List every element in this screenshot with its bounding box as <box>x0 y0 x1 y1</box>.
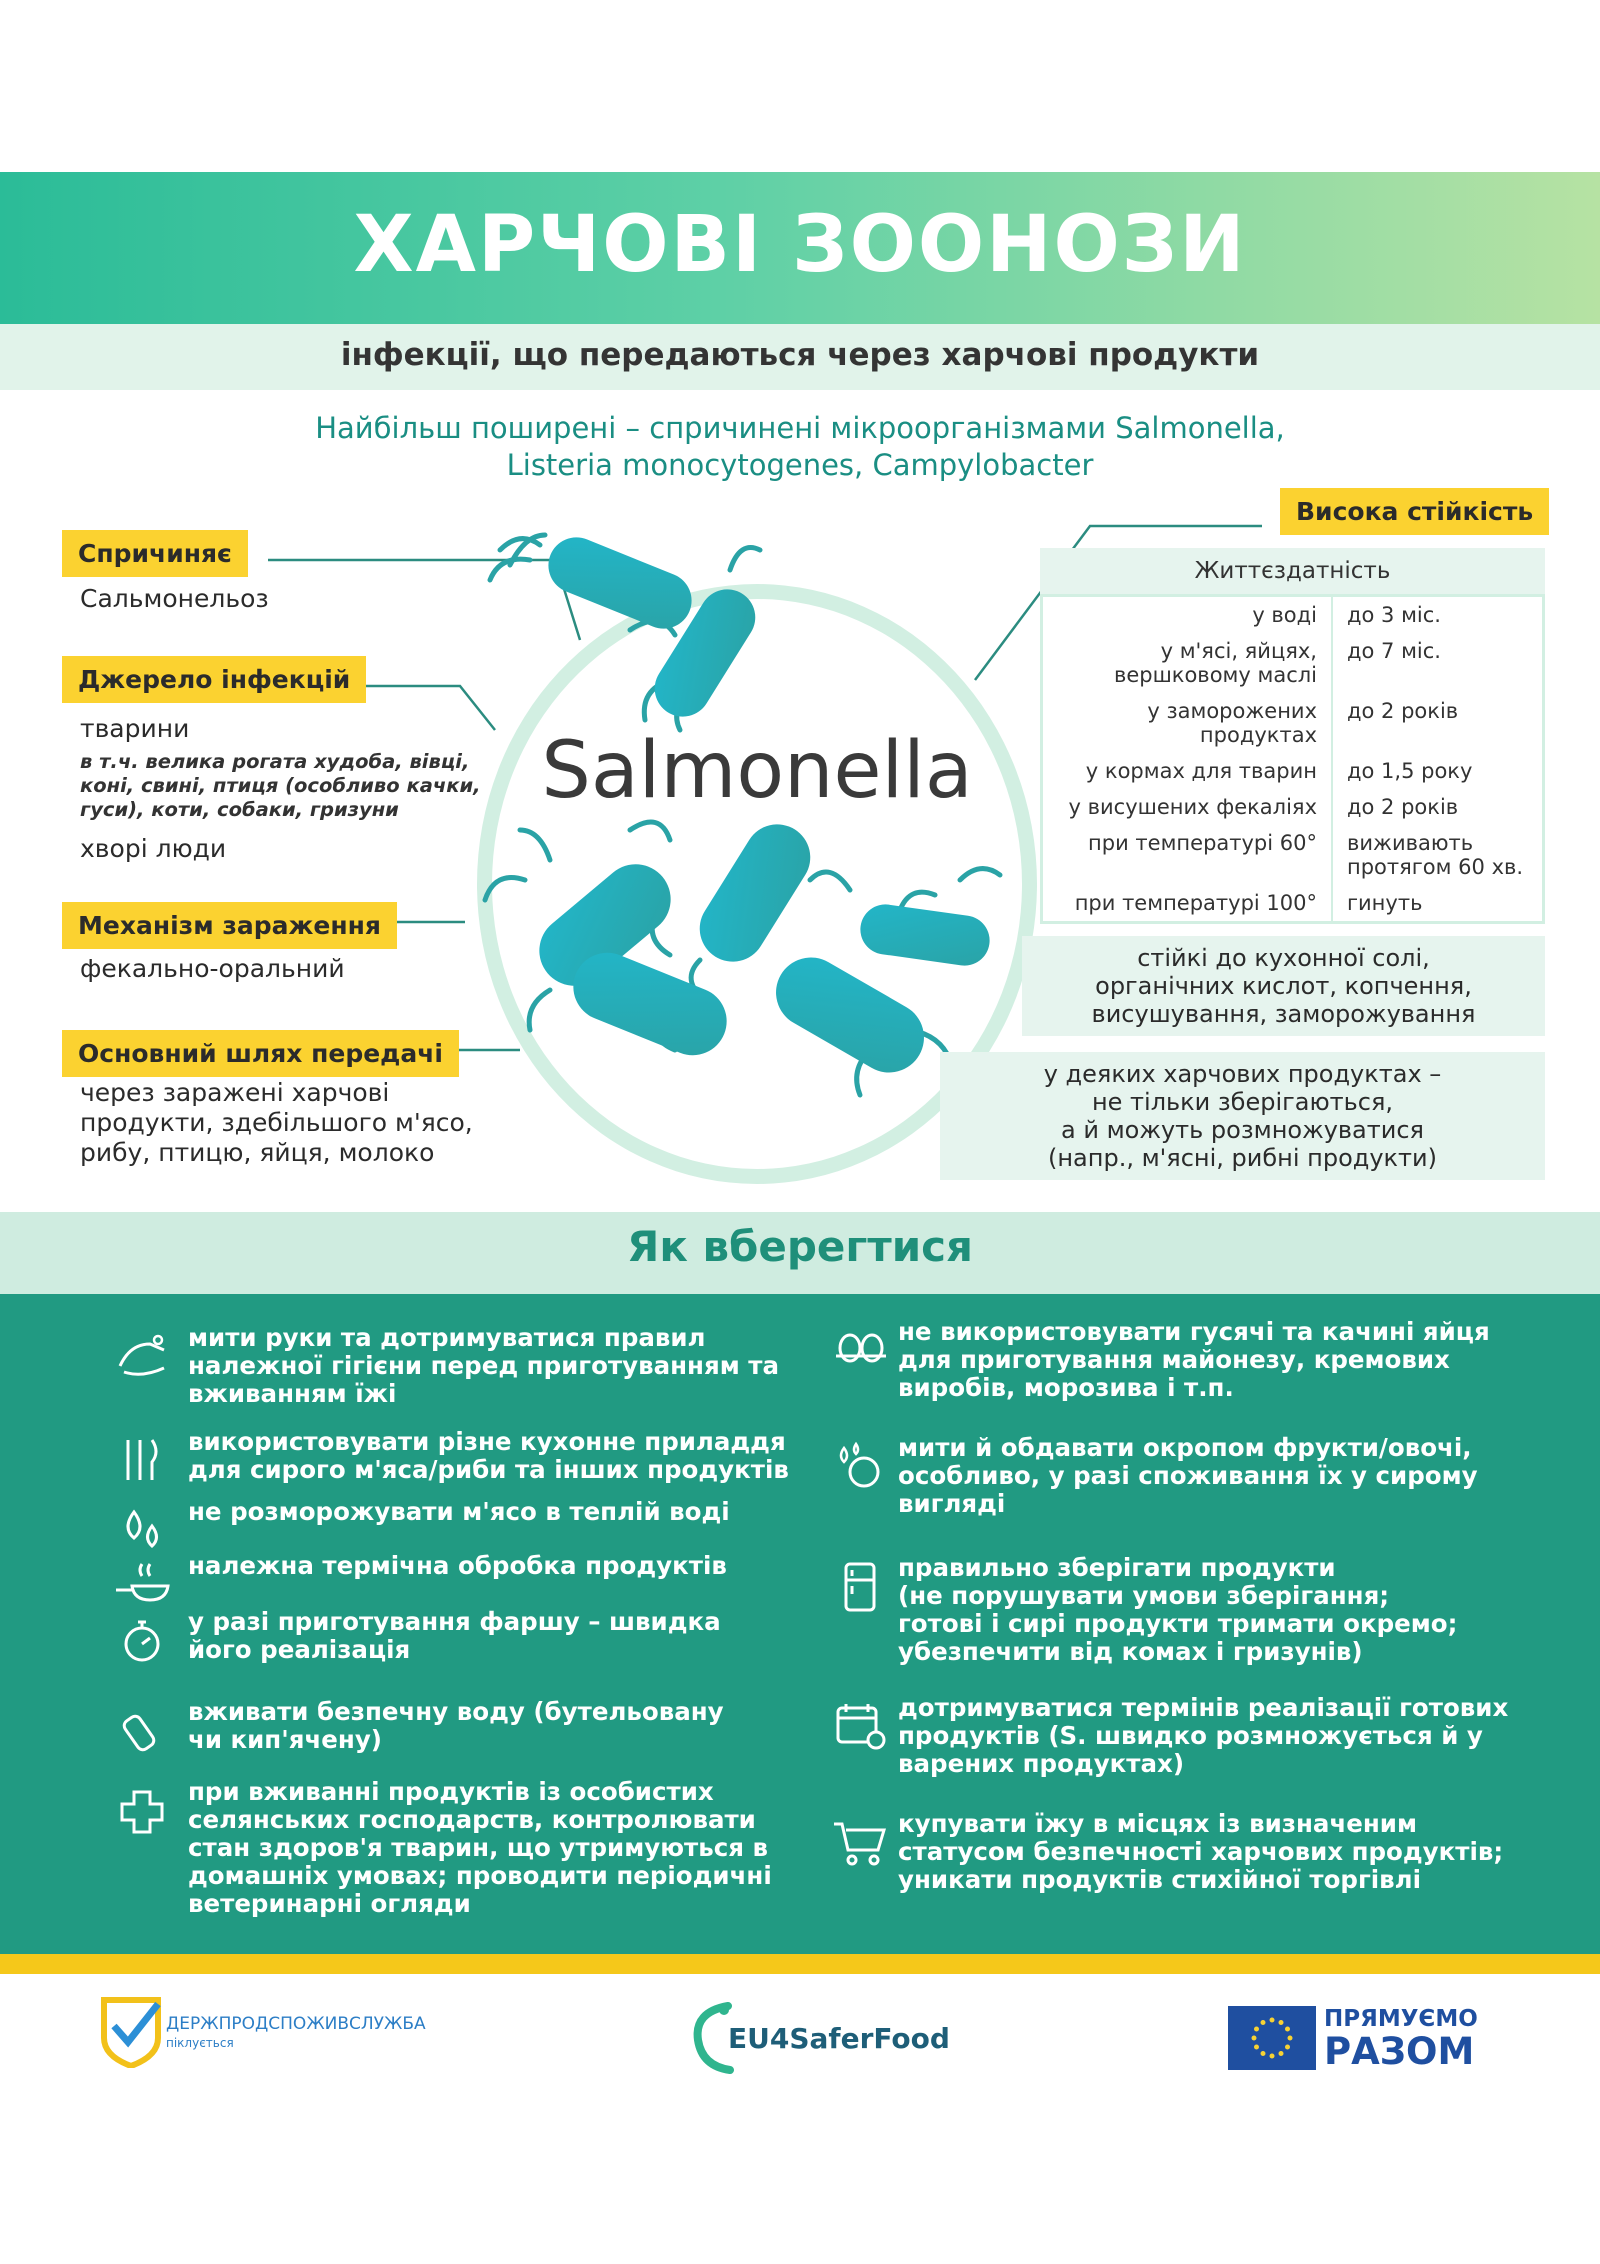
viability-row <box>1043 825 1542 885</box>
viability-condition-line: у висушених фекаліях <box>1068 795 1317 819</box>
viability-duration-line: до 7 міс. <box>1347 639 1441 663</box>
howto-tip-line: вживанням їжі <box>188 1379 397 1408</box>
howto-tip-line: домашніх умовах; проводити періодичні <box>188 1861 772 1890</box>
viability-condition-line: при температурі 60° <box>1088 831 1317 855</box>
viability-duration <box>1333 825 1542 885</box>
howto-tip-line: при вживанні продуктів із особистих <box>188 1777 714 1806</box>
cause-badge: Спричиняє <box>62 530 248 577</box>
viability-condition <box>1043 693 1333 753</box>
viability-duration-line: до 3 міс. <box>1347 603 1441 627</box>
resistance-box <box>1022 936 1545 1036</box>
logo-derzhprodspozhyvsluzhba <box>100 1996 440 2076</box>
bacterium-1 <box>540 529 700 637</box>
fruit-wash-icon <box>830 1436 890 1496</box>
howto-tip-line: правильно зберігати продукти <box>898 1553 1336 1582</box>
howto-tip <box>898 1318 1490 1402</box>
logo1-tagline: піклується <box>166 2036 234 2050</box>
howto-tip-line: для сирого м'яса/риби та інших продуктів <box>188 1455 789 1484</box>
howto-title: Як вберегтися <box>627 1222 973 1271</box>
howto-tip-line: статусом безпечності харчових продуктів; <box>898 1837 1504 1866</box>
viability-table-body <box>1040 594 1545 924</box>
logo-eu-together <box>1228 2004 1508 2074</box>
cause-value: Сальмонельоз <box>80 584 269 613</box>
viability-duration <box>1333 693 1542 753</box>
eggs-icon <box>830 1320 890 1380</box>
viability-duration <box>1333 633 1542 693</box>
path-badge: Основний шлях передачі <box>62 1030 459 1077</box>
calendar-icon <box>830 1696 890 1756</box>
path-value <box>80 1078 473 1168</box>
howto-tip <box>188 1498 730 1526</box>
viability-duration-line: виживають <box>1347 831 1474 855</box>
howto-tip <box>898 1810 1503 1894</box>
howto-tip-line: купувати їжу в місцях із визначеним <box>898 1809 1417 1838</box>
eu-flag-icon <box>1228 2006 1316 2070</box>
logo1-name: ДЕРЖПРОДСПОЖИВСЛУЖБА <box>166 2014 426 2034</box>
howto-tip-line: мити й обдавати окропом фрукти/овочі, <box>898 1433 1472 1462</box>
resistance-line: стійкі до кухонної солі, <box>1137 944 1430 972</box>
howto-tip-line: у разі приготування фаршу – швидка <box>188 1607 721 1636</box>
howto-tip-line: варених продуктах) <box>898 1749 1185 1778</box>
source-value-animals: тварини <box>80 714 190 743</box>
viability-condition-line: у воді <box>1252 603 1317 627</box>
howto-tip <box>188 1778 772 1918</box>
path-line: продукти, здебільшого м'ясо, <box>80 1108 473 1137</box>
water-bottle-icon <box>112 1700 172 1760</box>
howto-tip <box>188 1608 721 1664</box>
viability-row <box>1043 789 1542 825</box>
logo-eu4saferfood <box>690 2000 950 2080</box>
howto-tip <box>188 1324 779 1408</box>
source-value-people: хворі люди <box>80 834 227 863</box>
multiplication-line: у деяких харчових продуктах – <box>1043 1060 1442 1088</box>
viability-condition <box>1043 825 1333 885</box>
viability-duration <box>1333 789 1542 825</box>
resistance-line: висушування, заморожування <box>1091 1000 1476 1028</box>
resistance-badge: Висока стійкість <box>1280 488 1549 535</box>
howto-tip-line: ветеринарні огляди <box>188 1889 471 1918</box>
howto-tip-line: не розморожувати м'ясо в теплій воді <box>188 1497 730 1526</box>
viability-condition <box>1043 633 1333 693</box>
howto-tip <box>188 1428 789 1484</box>
source-note <box>80 750 481 822</box>
shopping-cart-icon <box>830 1812 890 1872</box>
viability-condition-line: продуктах <box>1199 723 1317 747</box>
bacterium-5 <box>563 943 737 1066</box>
howto-tip-line: селянських господарств, контролювати <box>188 1805 756 1834</box>
howto-tip-line: належна термічна обробка продуктів <box>188 1551 727 1580</box>
howto-tip <box>898 1554 1457 1666</box>
viability-duration-line: гинуть <box>1347 891 1423 915</box>
fridge-icon <box>830 1556 890 1616</box>
howto-tip-line: (не порушувати умови зберігання; <box>898 1581 1390 1610</box>
viability-condition-line: вершковому маслі <box>1113 663 1317 687</box>
viability-condition-line: у м'ясі, яйцях, <box>1160 639 1317 663</box>
viability-table-title: Життєздатність <box>1040 548 1545 594</box>
howto-tip-line: мити руки та дотримуватися правил <box>188 1323 706 1352</box>
howto-tip-line: стан здоров'я тварин, що утримуються в <box>188 1833 769 1862</box>
viability-duration <box>1333 885 1542 921</box>
stopwatch-icon <box>112 1610 172 1670</box>
lead-line-2: Listeria monocytogenes, Campylobacter <box>506 448 1094 482</box>
howto-tip-line: використовувати різне кухонне приладдя <box>188 1427 786 1456</box>
lead-line-1: Найбільш поширені – спричинені мікроорганізмами Salmonella, <box>315 411 1285 445</box>
howto-tip-line: дотримуватися термінів реалізації готових <box>898 1693 1509 1722</box>
path-line: через заражені харчові <box>80 1078 390 1107</box>
frying-pan-icon <box>112 1554 172 1614</box>
howto-tip-line: уникати продуктів стихійної торгівлі <box>898 1865 1421 1894</box>
viability-condition-line: при температурі 100° <box>1074 891 1317 915</box>
veterinary-icon <box>112 1780 172 1840</box>
bacterium-4 <box>687 812 822 974</box>
howto-tip-line: чи кип'ячену) <box>188 1725 383 1754</box>
howto-tip-line: особливо, у разі споживання їх у сирому <box>898 1461 1478 1490</box>
multiplication-box <box>940 1052 1545 1180</box>
viability-row <box>1043 597 1542 633</box>
salmonella-label: Salmonella <box>541 726 973 816</box>
mechanism-badge: Механізм зараження <box>62 902 397 949</box>
howto-tip-line: вживати безпечну воду (бутельовану <box>188 1697 724 1726</box>
howto-tip-line: убезпечити від комах і гризунів) <box>898 1637 1363 1666</box>
resistance-line: органічних кислот, копчення, <box>1095 972 1472 1000</box>
howto-panel <box>0 1294 1600 1954</box>
viability-condition <box>1043 885 1333 921</box>
viability-duration <box>1333 597 1542 633</box>
viability-duration-line: до 2 років <box>1347 699 1459 723</box>
howto-tip-line: продуктів (S. швидко розмножується й у <box>898 1721 1483 1750</box>
shield-check-icon <box>100 1996 162 2068</box>
howto-tip-line: належної гігієни перед приготуванням та <box>188 1351 779 1380</box>
howto-tip-line: не використовувати гусячі та качині яйця <box>898 1317 1490 1346</box>
howto-tip-line: для приготування майонезу, кремових <box>898 1345 1450 1374</box>
howto-tip <box>188 1552 727 1580</box>
utensils-icon <box>112 1430 172 1490</box>
page-subtitle: інфекції, що передаються через харчові продукти <box>340 337 1260 373</box>
viability-table <box>1040 548 1545 924</box>
logo3-line2: РАЗОМ <box>1324 2030 1475 2073</box>
source-note-line: коні, свині, птиця (особливо качки, <box>80 774 481 797</box>
mechanism-value: фекально-оральний <box>80 954 345 983</box>
logo3-line1: ПРЯМУЄМО <box>1324 2006 1478 2032</box>
howto-tip-line: вигляді <box>898 1489 1006 1518</box>
viability-condition-line: у кормах для тварин <box>1085 759 1317 783</box>
bacterium-7 <box>857 901 993 969</box>
viability-condition <box>1043 597 1333 633</box>
viability-row <box>1043 633 1542 693</box>
howto-tip-line: готові і сирі продукти тримати окремо; <box>898 1609 1458 1638</box>
viability-duration-line: протягом 60 хв. <box>1347 855 1524 879</box>
source-note-line: в т.ч. велика рогата худоба, вівці, <box>80 750 470 773</box>
viability-row <box>1043 693 1542 753</box>
yellow-divider <box>0 1954 1600 1974</box>
viability-row <box>1043 753 1542 789</box>
multiplication-line: не тільки зберігаються, <box>1091 1088 1394 1116</box>
source-badge: Джерело інфекцій <box>62 656 366 703</box>
source-note-line: гуси), коти, собаки, гризуни <box>80 798 399 821</box>
howto-tip <box>188 1698 724 1754</box>
viability-row <box>1043 885 1542 921</box>
multiplication-line: (напр., м'ясні, рибні продукти) <box>1048 1144 1437 1172</box>
logo2-text: EU4SaferFood <box>728 2022 950 2055</box>
multiplication-line: а й можуть розмножуватися <box>1061 1116 1424 1144</box>
water-drops-icon <box>112 1500 172 1560</box>
viability-condition <box>1043 753 1333 789</box>
viability-duration <box>1333 753 1542 789</box>
viability-condition-line: у заморожених <box>1147 699 1317 723</box>
howto-tip <box>898 1434 1478 1518</box>
viability-condition <box>1043 789 1333 825</box>
hand-wash-icon <box>112 1326 172 1386</box>
viability-duration-line: до 1,5 року <box>1347 759 1473 783</box>
path-line: рибу, птицю, яйця, молоко <box>80 1138 435 1167</box>
howto-tip <box>898 1694 1508 1778</box>
howto-tip-line: виробів, морозива і т.п. <box>898 1373 1234 1402</box>
howto-tip-line: його реалізація <box>188 1635 411 1664</box>
page-title: ХАРЧОВІ ЗООНОЗИ <box>353 200 1247 290</box>
bacterium-6 <box>763 945 937 1086</box>
viability-duration-line: до 2 років <box>1347 795 1459 819</box>
